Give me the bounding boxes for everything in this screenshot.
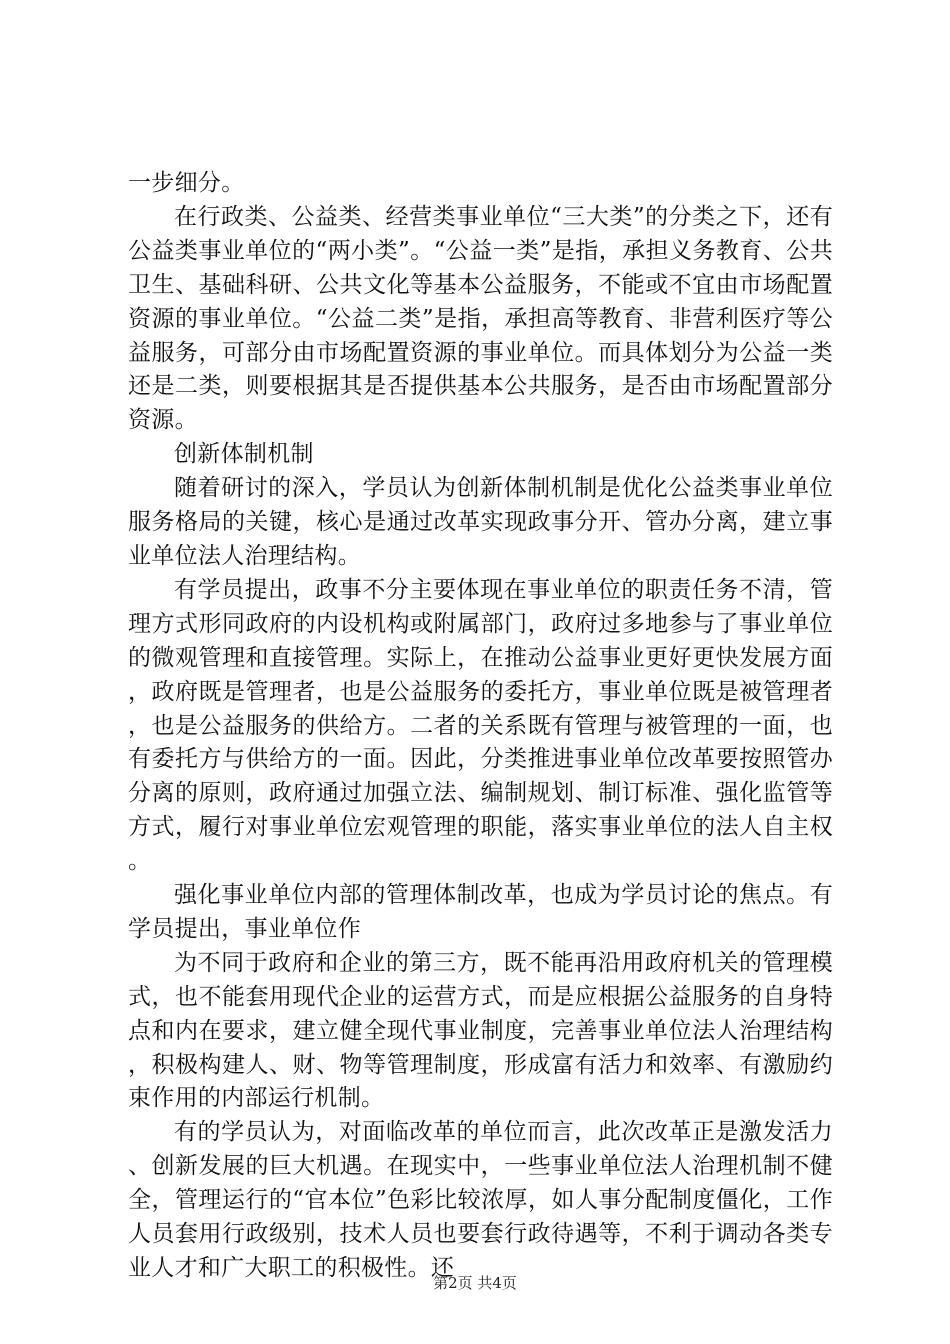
paragraph: 有学员提出，政事不分主要体现在事业单位的职责任务不清，管理方式形同政府的内设机构或附属部门，政府过多地参与了事业单位的微观管理和直接管理。实际上，在推动公益事业更好更快发展方面，政府既是管理者，也是公益服务的委托方，事业单位既是被管理者，也是公益服务的供给方。二者的关系既有管理与被管理的一面，也有委托方与供给方的一面。因此，分类推进事业单位改革要按照管办分离的原则，政府通过加强立法、编制规划、制订标准、强化监管等方式，履行对事业单位宏观管理的职能，落实事业单位的法人自主权。 (128, 576, 833, 875)
paragraph: 在行政类、公益类、经营类事业单位“三大类”的分类之下，还有公益类事业单位的“两小类”。“公益一类”是指，承担义务教育、公共卫生、基础科研、公共文化等基本公益服务，不能或不宜由市场配置资源的事业单位。“公益二类”是指，承担高等教育、非营利医疗等公益服务，可部分由市场配置资源的事业单位。而具体划分为公益一类还是二类，则要根据其是否提供基本公共服务，是否由市场配置部分资源。 (128, 203, 833, 434)
section-heading: 创新体制机制 (174, 441, 314, 468)
document-body (128, 167, 833, 1286)
paragraph: 强化事业单位内部的管理体制改革，也成为学员讨论的焦点。有学员提出，事业单位作 (128, 882, 833, 942)
paragraph: 一步细分。 (128, 170, 245, 196)
paragraph: 有的学员认为，对面临改革的单位而言，此次改革正是激发活力、创新发展的巨大机遇。在现实中，一些事业单位法人治理机制不健全，管理运行的“官本位”色彩比较浓厚，如人事分配制度僵化，工作人员套用行政级别，技术人员也要套行政待遇等，不利于调动各类专业人才和广大职工的积极性。还 (128, 1119, 833, 1281)
paragraph: 随着研讨的深入，学员认为创新体制机制是优化公益类事业单位服务格局的关键，核心是通过改革实现政事分开、管办分离，建立事业单位法人治理结构。 (128, 475, 833, 569)
page-number-footer: 第2页 共4页 (433, 1274, 517, 1292)
paragraph: 为不同于政府和企业的第三方，既不能再沿用政府机关的管理模式，也不能套用现代企业的运营方式，而是应根据公益服务的自身特点和内在要求，建立健全现代事业制度，完善事业单位法人治理结构，积极构建人、财、物等管理制度，形成富有活力和效率、有激励约束作用的内部运行机制。 (128, 949, 833, 1112)
